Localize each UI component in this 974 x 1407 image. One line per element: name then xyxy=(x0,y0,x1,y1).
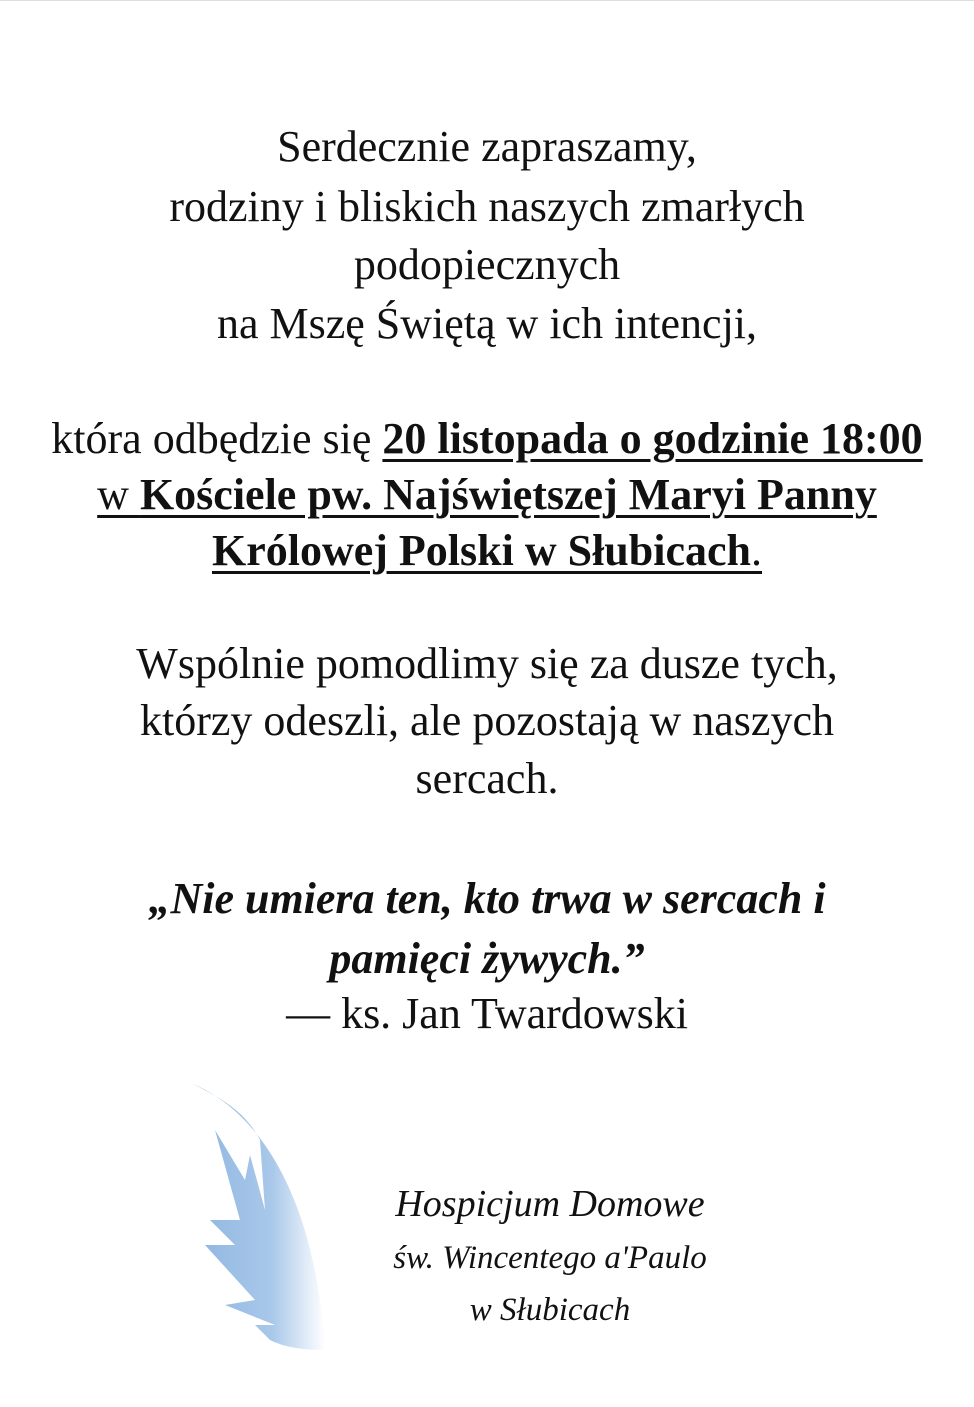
quote-line-2: pamięci żywych.” xyxy=(329,934,645,983)
prayer-line-1: Wspólnie pomodlimy się za dusze tych, xyxy=(136,639,838,688)
prayer-line-3: sercach. xyxy=(415,754,559,803)
logo-line-3: w Słubicach xyxy=(469,1292,631,1328)
hospice-logo xyxy=(185,1070,765,1370)
event-datetime: 20 listopada o godzinie 18:00 xyxy=(382,414,923,463)
event-place-1: Kościele pw. Najświętszej Maryi Panny xyxy=(139,470,877,519)
event-line-1 xyxy=(0,410,974,468)
intro-line-2: rodziny i bliskich naszych zmarłych xyxy=(169,182,805,231)
intro-line-4: na Mszę Świętą w ich intencji, xyxy=(216,299,758,348)
logo-line-2: św. Wincentego a'Paulo xyxy=(393,1240,707,1276)
quote-line-1: „Nie umiera ten, kto trwa w sercach i xyxy=(148,874,826,923)
event-line-3 xyxy=(0,522,974,580)
feather-icon xyxy=(185,1070,345,1370)
event-line-2 xyxy=(0,466,974,524)
intro-line-1: Serdecznie zapraszamy, xyxy=(277,122,697,171)
prayer-line-2: którzy odeszli, ale pozostają w naszych xyxy=(140,696,834,745)
event-place-prefix: w xyxy=(97,470,140,519)
intro-line-3: podopiecznych xyxy=(353,240,621,289)
logo-line-1: Hospicjum Domowe xyxy=(395,1183,705,1225)
quote-attribution: — ks. Jan Twardowski xyxy=(286,989,688,1038)
event-prefix: która odbędzie się xyxy=(51,414,383,463)
event-place-suffix: . xyxy=(751,526,763,575)
top-border xyxy=(0,0,974,1)
event-place-2: Królowej Polski w Słubicach xyxy=(211,526,752,575)
